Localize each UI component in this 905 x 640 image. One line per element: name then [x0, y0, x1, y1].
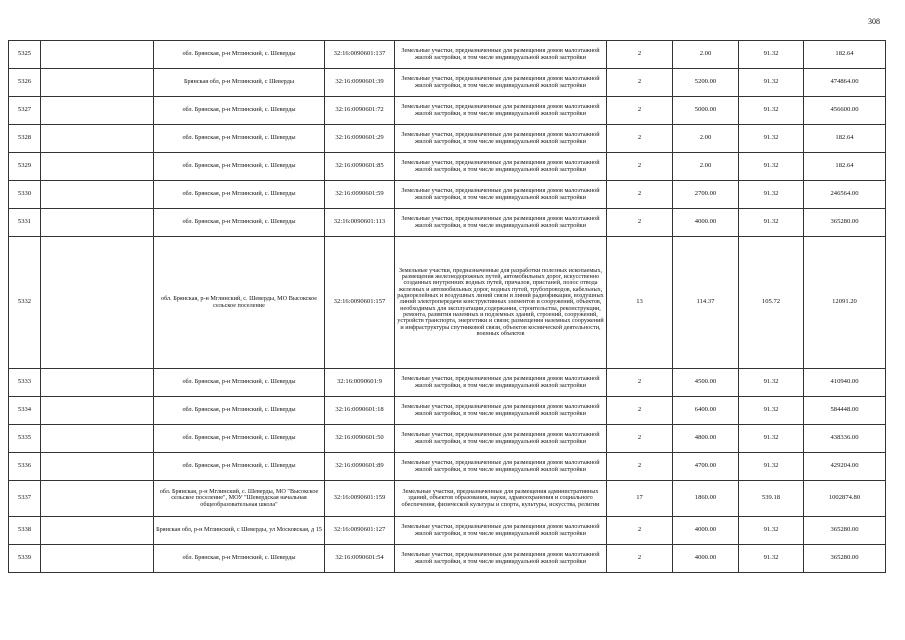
use-group-cell: 2	[607, 545, 673, 573]
address-cell: обл. Брянская, р-н Мглинский, с. Шеверды	[154, 397, 325, 425]
use-group-cell: 2	[607, 209, 673, 237]
table-row	[9, 369, 886, 397]
cadastral-number-cell: 32:16:0090601:29	[325, 125, 395, 153]
specific-value-cell: 91.32	[739, 125, 804, 153]
address-cell: обл. Брянская, р-н Мглинский, с. Шеверды	[154, 41, 325, 69]
use-group-cell: 2	[607, 425, 673, 453]
spacer-cell	[41, 425, 154, 453]
table-row	[9, 181, 886, 209]
spacer-cell	[41, 517, 154, 545]
table-row	[9, 425, 886, 453]
spacer-cell	[41, 545, 154, 573]
row-id-cell: 5337	[9, 481, 41, 517]
cadastral-value-cell: 365280.00	[804, 209, 886, 237]
table-row	[9, 153, 886, 181]
area-cell: 6400.00	[673, 397, 739, 425]
spacer-cell	[41, 453, 154, 481]
row-id-cell: 5325	[9, 41, 41, 69]
cadastral-value-cell: 410940.00	[804, 369, 886, 397]
cadastral-number-cell: 32:16:0090601:72	[325, 97, 395, 125]
specific-value-cell: 91.32	[739, 181, 804, 209]
cadastral-number-cell: 32:16:0090601:113	[325, 209, 395, 237]
cadastral-number-cell: 32:16:0090601:127	[325, 517, 395, 545]
table-row	[9, 453, 886, 481]
row-id-cell: 5332	[9, 237, 41, 369]
spacer-cell	[41, 97, 154, 125]
cadastral-value-cell: 182.64	[804, 153, 886, 181]
address-cell: обл. Брянская, р-н Мглинский, с. Шеверды	[154, 125, 325, 153]
row-id-cell: 5335	[9, 425, 41, 453]
cadastral-number-cell: 32:16:0090601:137	[325, 41, 395, 69]
cadastral-number-cell: 32:16:0090601:159	[325, 481, 395, 517]
row-id-cell: 5338	[9, 517, 41, 545]
land-use-description-cell: Земельные участки, предназначенные для размещения домов малоэтажной жилой застройки, в том числе индивидуальной жилой застройки	[395, 153, 607, 181]
row-id-cell: 5327	[9, 97, 41, 125]
table-row	[9, 397, 886, 425]
area-cell: 5000.00	[673, 97, 739, 125]
land-use-description-cell: Земельные участки, предназначенные для размещения домов малоэтажной жилой застройки, в том числе индивидуальной жилой застройки	[395, 69, 607, 97]
row-id-cell: 5329	[9, 153, 41, 181]
use-group-cell: 13	[607, 237, 673, 369]
page-number: 308	[868, 17, 880, 26]
row-id-cell: 5333	[9, 369, 41, 397]
spacer-cell	[41, 153, 154, 181]
land-use-description-cell: Земельные участки, предназначенные для разработки полезных ископаемых, размещения железнодорожных путей, автомобильных дорог, искусственно созданных внутренних водных путей, причалов, пристаней, полос отвода железных и автомобильных дорог, водных путей, трубопроводов, кабельных, радиорелейных и воздушных линий связи и линий радиофикации, воздушных линий электропередачи конструктивных элементов и сооружений, объектов, необходимых для эксплуатации,содержания, строительства, реконструкции, ремонта, развития наземных и подземных зданий, строений, сооружений, устройств транспорта, энергетики и связи; размещения наземных сооружений и инфраструктуры спутниковой связи, объектов космической деятельности, военных объектов	[395, 237, 607, 369]
table-row	[9, 69, 886, 97]
cadastral-value-cell: 438336.00	[804, 425, 886, 453]
address-cell: Брянская обл, р-н Мглинский, с Шеверды	[154, 69, 325, 97]
area-cell: 4000.00	[673, 545, 739, 573]
cadastral-value-cell: 456600.00	[804, 97, 886, 125]
use-group-cell: 2	[607, 41, 673, 69]
land-use-description-cell: Земельные участки, предназначенные для размещения административных зданий, объектов образования, науки, здравоохранения и социального обеспечения, физической культуры и спорта, культуры, искусства, религии	[395, 481, 607, 517]
land-plots-table	[8, 40, 886, 573]
area-cell: 2.00	[673, 125, 739, 153]
use-group-cell: 2	[607, 125, 673, 153]
address-cell: обл. Брянская, р-н Мглинский, с. Шеверды	[154, 181, 325, 209]
use-group-cell: 2	[607, 69, 673, 97]
specific-value-cell: 91.32	[739, 97, 804, 125]
row-id-cell: 5330	[9, 181, 41, 209]
specific-value-cell: 91.32	[739, 153, 804, 181]
use-group-cell: 17	[607, 481, 673, 517]
spacer-cell	[41, 125, 154, 153]
spacer-cell	[41, 69, 154, 97]
area-cell: 4000.00	[673, 209, 739, 237]
address-cell: обл. Брянская, р-н Мглинский, с. Шеверды	[154, 97, 325, 125]
cadastral-value-cell: 584448.00	[804, 397, 886, 425]
cadastral-value-cell: 429204.00	[804, 453, 886, 481]
land-use-description-cell: Земельные участки, предназначенные для размещения домов малоэтажной жилой застройки, в том числе индивидуальной жилой застройки	[395, 369, 607, 397]
cadastral-value-cell: 1002874.80	[804, 481, 886, 517]
land-use-description-cell: Земельные участки, предназначенные для размещения домов малоэтажной жилой застройки, в том числе индивидуальной жилой застройки	[395, 425, 607, 453]
table-row	[9, 517, 886, 545]
row-id-cell: 5339	[9, 545, 41, 573]
use-group-cell: 2	[607, 181, 673, 209]
area-cell: 4000.00	[673, 517, 739, 545]
address-cell: обл. Брянская, р-н Мглинский, с. Шеверды, МО "Высокское сельское поселение", МОУ "Шевердская начальная общеобразовательная школа"	[154, 481, 325, 517]
spacer-cell	[41, 41, 154, 69]
address-cell: обл. Брянская, р-н Мглинский, с. Шеверды, МО Высокское сельское поселение	[154, 237, 325, 369]
row-id-cell: 5326	[9, 69, 41, 97]
area-cell: 5200.00	[673, 69, 739, 97]
row-id-cell: 5328	[9, 125, 41, 153]
area-cell: 2700.00	[673, 181, 739, 209]
spacer-cell	[41, 209, 154, 237]
cadastral-value-cell: 182.64	[804, 125, 886, 153]
spacer-cell	[41, 397, 154, 425]
area-cell: 4700.00	[673, 453, 739, 481]
table-row	[9, 237, 886, 369]
use-group-cell: 2	[607, 397, 673, 425]
specific-value-cell: 91.32	[739, 209, 804, 237]
table-row	[9, 209, 886, 237]
address-cell: обл. Брянская, р-н Мглинский, с. Шеверды	[154, 153, 325, 181]
cadastral-value-cell: 246564.00	[804, 181, 886, 209]
area-cell: 2.00	[673, 41, 739, 69]
cadastral-value-cell: 182.64	[804, 41, 886, 69]
row-id-cell: 5331	[9, 209, 41, 237]
land-use-description-cell: Земельные участки, предназначенные для размещения домов малоэтажной жилой застройки, в том числе индивидуальной жилой застройки	[395, 125, 607, 153]
cadastral-value-cell: 474864.00	[804, 69, 886, 97]
cadastral-number-cell: 32:16:0090601:50	[325, 425, 395, 453]
land-use-description-cell: Земельные участки, предназначенные для размещения домов малоэтажной жилой застройки, в том числе индивидуальной жилой застройки	[395, 41, 607, 69]
cadastral-value-cell: 365280.00	[804, 545, 886, 573]
area-cell: 4800.00	[673, 425, 739, 453]
land-use-description-cell: Земельные участки, предназначенные для размещения домов малоэтажной жилой застройки, в том числе индивидуальной жилой застройки	[395, 517, 607, 545]
area-cell: 1860.00	[673, 481, 739, 517]
table-row	[9, 97, 886, 125]
cadastral-number-cell: 32:16:0090601:157	[325, 237, 395, 369]
specific-value-cell: 91.32	[739, 369, 804, 397]
use-group-cell: 2	[607, 517, 673, 545]
land-use-description-cell: Земельные участки, предназначенные для размещения домов малоэтажной жилой застройки, в том числе индивидуальной жилой застройки	[395, 181, 607, 209]
land-use-description-cell: Земельные участки, предназначенные для размещения домов малоэтажной жилой застройки, в том числе индивидуальной жилой застройки	[395, 209, 607, 237]
specific-value-cell: 91.32	[739, 397, 804, 425]
row-id-cell: 5334	[9, 397, 41, 425]
spacer-cell	[41, 237, 154, 369]
area-cell: 4500.00	[673, 369, 739, 397]
specific-value-cell: 91.32	[739, 545, 804, 573]
table-row	[9, 41, 886, 69]
spacer-cell	[41, 369, 154, 397]
address-cell: обл. Брянская, р-н Мглинский, с. Шеверды	[154, 209, 325, 237]
land-use-description-cell: Земельные участки, предназначенные для размещения домов малоэтажной жилой застройки, в том числе индивидуальной жилой застройки	[395, 97, 607, 125]
cadastral-number-cell: 32:16:0090601:85	[325, 153, 395, 181]
use-group-cell: 2	[607, 153, 673, 181]
address-cell: обл. Брянская, р-н Мглинский, с. Шеверды	[154, 369, 325, 397]
cadastral-number-cell: 32:16:0090601:59	[325, 181, 395, 209]
use-group-cell: 2	[607, 453, 673, 481]
cadastral-number-cell: 32:16:0090601:54	[325, 545, 395, 573]
cadastral-number-cell: 32:16:0090601:89	[325, 453, 395, 481]
specific-value-cell: 105.72	[739, 237, 804, 369]
area-cell: 114.37	[673, 237, 739, 369]
specific-value-cell: 91.32	[739, 425, 804, 453]
specific-value-cell: 91.32	[739, 517, 804, 545]
address-cell: обл. Брянская, р-н Мглинский, с. Шеверды	[154, 453, 325, 481]
cadastral-number-cell: 32:16:0090601:39	[325, 69, 395, 97]
use-group-cell: 2	[607, 97, 673, 125]
land-use-description-cell: Земельные участки, предназначенные для размещения домов малоэтажной жилой застройки, в том числе индивидуальной жилой застройки	[395, 545, 607, 573]
address-cell: Брянская обл, р-н Мглинский, с Шеверды, ул Московская, д 15	[154, 517, 325, 545]
row-id-cell: 5336	[9, 453, 41, 481]
spacer-cell	[41, 481, 154, 517]
area-cell: 2.00	[673, 153, 739, 181]
specific-value-cell: 539.18	[739, 481, 804, 517]
table-row	[9, 481, 886, 517]
cadastral-value-cell: 12091.20	[804, 237, 886, 369]
cadastral-number-cell: 32:16:0090601:9	[325, 369, 395, 397]
spacer-cell	[41, 181, 154, 209]
specific-value-cell: 91.32	[739, 69, 804, 97]
cadastral-value-cell: 365280.00	[804, 517, 886, 545]
use-group-cell: 2	[607, 369, 673, 397]
land-use-description-cell: Земельные участки, предназначенные для размещения домов малоэтажной жилой застройки, в том числе индивидуальной жилой застройки	[395, 397, 607, 425]
address-cell: обл. Брянская, р-н Мглинский, с. Шеверды	[154, 545, 325, 573]
address-cell: обл. Брянская, р-н Мглинский, с. Шеверды	[154, 425, 325, 453]
cadastral-number-cell: 32:16:0090601:18	[325, 397, 395, 425]
table-row	[9, 125, 886, 153]
land-use-description-cell: Земельные участки, предназначенные для размещения домов малоэтажной жилой застройки, в том числе индивидуальной жилой застройки	[395, 453, 607, 481]
specific-value-cell: 91.32	[739, 41, 804, 69]
table-row	[9, 545, 886, 573]
specific-value-cell: 91.32	[739, 453, 804, 481]
